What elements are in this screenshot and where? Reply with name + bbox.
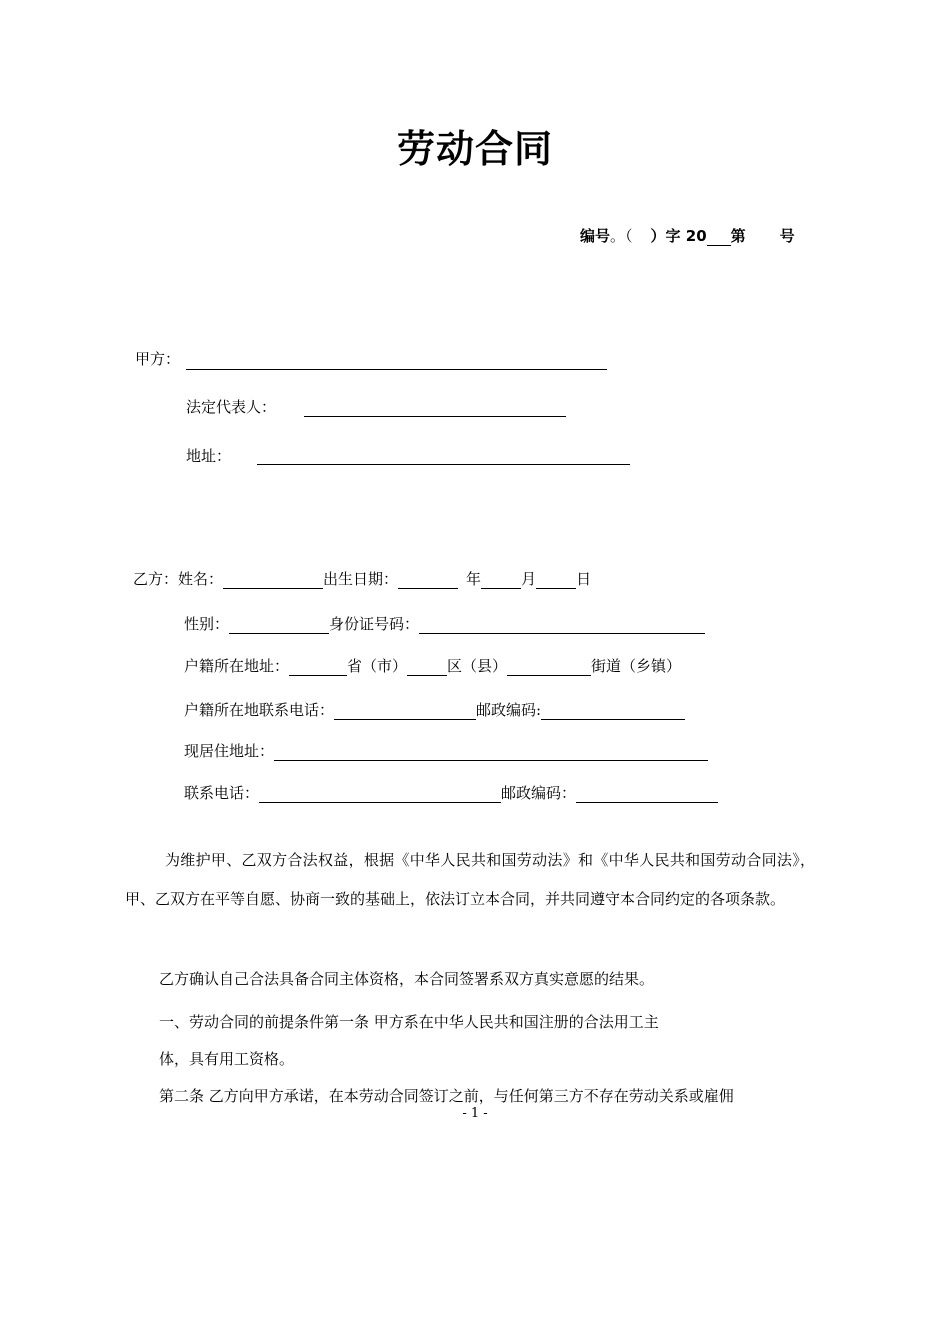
postcode-field-2[interactable] — [576, 786, 718, 803]
birth-day-field[interactable] — [536, 572, 576, 589]
province-label: 省（市） — [347, 657, 408, 675]
article-2-line: 第二条 乙方向甲方承诺，在本劳动合同签订之前，与任何第三方不存在劳动关系或雇佣 — [159, 1087, 734, 1105]
district-field[interactable] — [407, 659, 447, 676]
postcode-label-2: 邮政编码： — [501, 784, 577, 802]
birth-month-field[interactable] — [481, 572, 521, 589]
street-field[interactable] — [507, 659, 591, 676]
street-label: 街道（乡镇） — [591, 657, 682, 675]
name-field[interactable] — [223, 572, 323, 589]
current-address-field[interactable] — [274, 744, 708, 761]
serial-number — [580, 226, 795, 246]
serial-dot: 。 — [610, 227, 626, 245]
party-b-row-6 — [184, 783, 718, 803]
serial-open: （ — [625, 227, 633, 245]
id-field[interactable] — [419, 617, 705, 634]
party-b-label: 乙方： — [133, 570, 179, 588]
month-label: 月 — [521, 570, 537, 588]
province-field[interactable] — [289, 659, 347, 676]
preamble-paragraph: 为维护甲、乙双方合法权益，根据《中华人民共和国劳动法》和《中华人民共和国劳动合同法》，甲、乙双方在平等自愿、协商一致的基础上，依法订立本合同，并共同遵守本合同约定的各项条款。 — [125, 851, 815, 908]
party-a-field[interactable] — [186, 369, 607, 370]
legal-rep-field[interactable] — [304, 416, 566, 417]
page-number: - 1 - — [462, 1106, 488, 1121]
hukou-label: 户籍所在地址： — [184, 657, 290, 675]
party-a-address-label: 地址： — [186, 447, 232, 465]
birth-label: 出生日期： — [323, 570, 399, 588]
name-label: 姓名： — [178, 570, 224, 588]
serial-di: 第 — [730, 227, 746, 245]
postcode-label-1: 邮政编码: — [476, 701, 542, 719]
serial-close: ）字 20 — [650, 227, 707, 245]
district-label: 区（县） — [447, 657, 508, 675]
day-label: 日 — [576, 570, 592, 588]
legal-rep-label: 法定代表人： — [186, 398, 277, 416]
section-1-line-1: 一、劳动合同的前提条件第一条 甲方系在中华人民共和国注册的合法用工主 — [159, 1013, 659, 1031]
party-b-row-4 — [184, 700, 685, 720]
party-b-row-3 — [184, 656, 681, 676]
hukou-phone-label: 户籍所在地联系电话： — [184, 701, 335, 719]
serial-label: 编号 — [580, 227, 611, 245]
gender-label: 性别： — [184, 615, 230, 633]
section-1-line-2: 体，具有用工资格。 — [159, 1050, 295, 1068]
current-address-label: 现居住地址： — [184, 742, 275, 760]
gender-field[interactable] — [229, 617, 329, 634]
birth-year-field[interactable] — [398, 572, 458, 589]
capacity-paragraph: 乙方确认自己合法具备合同主体资格，本合同签署系双方真实意愿的结果。 — [159, 970, 655, 988]
party-b-row-1 — [133, 569, 591, 589]
serial-hao: 号 — [779, 227, 795, 245]
year-label: 年 — [466, 570, 482, 588]
party-a-address-field[interactable] — [257, 464, 630, 465]
party-b-row-2 — [184, 614, 705, 634]
hukou-phone-field[interactable] — [334, 703, 476, 720]
serial-year-blank[interactable] — [707, 229, 731, 246]
document-title: 劳动合同 — [396, 127, 553, 171]
id-label: 身份证号码： — [329, 615, 420, 633]
phone-label: 联系电话： — [184, 784, 260, 802]
party-a-label: 甲方： — [135, 350, 181, 368]
postcode-field-1[interactable] — [541, 703, 685, 720]
party-b-row-5 — [184, 741, 708, 761]
phone-field[interactable] — [259, 786, 501, 803]
